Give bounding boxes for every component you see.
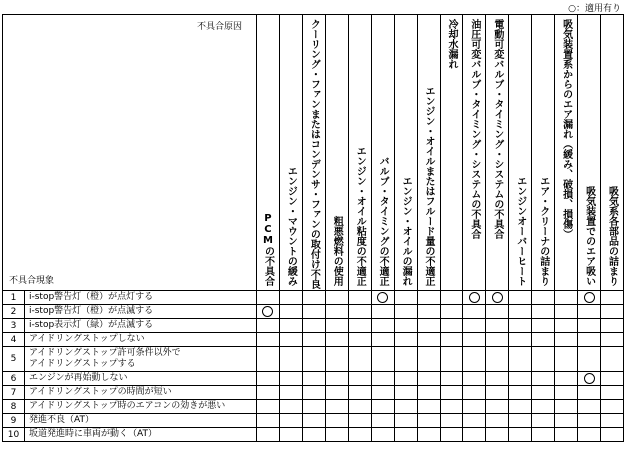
matrix-cell <box>463 372 486 386</box>
matrix-cell <box>440 319 463 333</box>
cause-column-label: 吸気装置でのエア吸い <box>583 186 595 286</box>
matrix-cell <box>417 386 440 400</box>
matrix-cell <box>257 414 280 428</box>
row-number: 1 <box>3 291 25 305</box>
cause-column-label: エア・クリーナの詰まり <box>537 176 549 286</box>
cause-column-header <box>371 15 394 291</box>
matrix-cell <box>509 428 532 442</box>
cause-label: 不具合原因 <box>196 22 242 32</box>
matrix-cell <box>555 428 578 442</box>
matrix-cell <box>257 372 280 386</box>
matrix-cell <box>463 428 486 442</box>
matrix-cell <box>279 347 302 372</box>
matrix-cell <box>325 414 348 428</box>
matrix-cell <box>302 319 325 333</box>
matrix-cell <box>279 414 302 428</box>
cause-column-header <box>555 15 578 291</box>
matrix-cell <box>394 291 417 305</box>
matrix-cell <box>257 333 280 347</box>
matrix-cell <box>325 347 348 372</box>
cause-column-label: 油圧可変バルブ・タイミング・システムの不具合 <box>468 19 480 239</box>
matrix-cell <box>509 333 532 347</box>
matrix-cell <box>348 305 371 319</box>
cause-column-label: クーリング・ファンまたはコンデンサ・ファンの取付け不良 <box>308 19 320 289</box>
matrix-cell <box>279 333 302 347</box>
matrix-cell <box>371 428 394 442</box>
matrix-cell <box>486 428 509 442</box>
matrix-cell <box>440 291 463 305</box>
matrix-cell <box>532 347 555 372</box>
matrix-cell <box>440 400 463 414</box>
legend-note: ○：適用有り <box>568 4 621 14</box>
matrix-cell <box>463 305 486 319</box>
matrix-cell <box>279 372 302 386</box>
matrix-cell <box>440 428 463 442</box>
cause-column-header <box>601 15 624 291</box>
matrix-cell <box>257 305 280 319</box>
matrix-cell <box>279 291 302 305</box>
matrix-cell <box>394 333 417 347</box>
applicable-circle-icon <box>584 373 595 384</box>
matrix-cell <box>417 319 440 333</box>
matrix-cell <box>394 428 417 442</box>
matrix-cell <box>417 400 440 414</box>
row-number: 6 <box>3 372 25 386</box>
matrix-cell <box>417 291 440 305</box>
matrix-cell <box>394 400 417 414</box>
matrix-cell <box>463 347 486 372</box>
matrix-cell <box>509 372 532 386</box>
matrix-cell <box>578 428 601 442</box>
matrix-cell <box>325 428 348 442</box>
matrix-cell <box>348 414 371 428</box>
matrix-cell <box>486 305 509 319</box>
symptom-cell: アイドリングストップ許可条件以外で アイドリングストップする <box>25 347 257 372</box>
matrix-cell <box>578 386 601 400</box>
matrix-cell <box>417 414 440 428</box>
matrix-cell <box>348 291 371 305</box>
header-corner <box>3 15 257 291</box>
matrix-cell <box>325 386 348 400</box>
matrix-cell <box>601 291 624 305</box>
matrix-cell <box>279 319 302 333</box>
matrix-cell <box>348 386 371 400</box>
matrix-cell <box>325 400 348 414</box>
matrix-cell <box>601 333 624 347</box>
diagnosis-matrix <box>2 14 624 442</box>
matrix-cell <box>601 347 624 372</box>
matrix-cell <box>394 305 417 319</box>
table-row <box>3 291 624 305</box>
matrix-cell <box>555 305 578 319</box>
matrix-cell <box>601 386 624 400</box>
row-number: 2 <box>3 305 25 319</box>
matrix-cell <box>509 400 532 414</box>
matrix-cell <box>417 428 440 442</box>
matrix-cell <box>601 372 624 386</box>
cause-column-label: 冷却水漏れ <box>445 19 457 69</box>
cause-column-label: エンジン・オイルまたはフルード量の不適正 <box>423 86 435 286</box>
matrix-cell <box>394 386 417 400</box>
symptom-cell: アイドリングストップの時間が短い <box>25 386 257 400</box>
matrix-cell <box>578 372 601 386</box>
matrix-cell <box>417 333 440 347</box>
cause-column-header <box>578 15 601 291</box>
cause-column-header <box>509 15 532 291</box>
matrix-cell <box>578 414 601 428</box>
matrix-cell <box>486 372 509 386</box>
symptom-cell: アイドリングストップしない <box>25 333 257 347</box>
cause-column-label: エンジンオーバーヒート <box>514 176 526 286</box>
matrix-cell <box>532 414 555 428</box>
matrix-cell <box>578 291 601 305</box>
table-row <box>3 400 624 414</box>
matrix-cell <box>486 319 509 333</box>
table-row <box>3 347 624 372</box>
matrix-cell <box>371 386 394 400</box>
matrix-cell <box>302 428 325 442</box>
matrix-cell <box>509 319 532 333</box>
matrix-cell <box>440 386 463 400</box>
matrix-cell <box>578 305 601 319</box>
symptom-cell: 坂道発進時に車両が動く（AT） <box>25 428 257 442</box>
matrix-cell <box>325 333 348 347</box>
matrix-cell <box>486 291 509 305</box>
cause-column-label: 吸気系各部品の詰まり <box>606 186 618 286</box>
applicable-circle-icon <box>584 292 595 303</box>
cause-column-header <box>348 15 371 291</box>
matrix-cell <box>486 333 509 347</box>
cause-column-header <box>532 15 555 291</box>
matrix-cell <box>486 400 509 414</box>
matrix-cell <box>532 305 555 319</box>
matrix-cell <box>279 386 302 400</box>
header-row <box>3 15 624 291</box>
matrix-cell <box>371 372 394 386</box>
matrix-cell <box>486 414 509 428</box>
cause-column-label: エンジン・オイル粘度の不適正 <box>354 146 366 286</box>
matrix-cell <box>257 291 280 305</box>
matrix-cell <box>371 291 394 305</box>
symptom-cell: 発進不良（AT） <box>25 414 257 428</box>
matrix-cell <box>279 305 302 319</box>
matrix-cell <box>486 347 509 372</box>
table-row <box>3 414 624 428</box>
table-row <box>3 333 624 347</box>
matrix-cell <box>302 291 325 305</box>
matrix-cell <box>279 400 302 414</box>
cause-column-header <box>417 15 440 291</box>
matrix-cell <box>532 291 555 305</box>
matrix-cell <box>509 386 532 400</box>
matrix-cell <box>394 414 417 428</box>
cause-column-label: エンジン・オイルの漏れ <box>400 176 412 286</box>
matrix-cell <box>348 372 371 386</box>
matrix-cell <box>509 305 532 319</box>
matrix-cell <box>463 333 486 347</box>
matrix-cell <box>463 400 486 414</box>
matrix-cell <box>578 333 601 347</box>
matrix-cell <box>555 319 578 333</box>
matrix-cell <box>417 372 440 386</box>
matrix-cell <box>302 347 325 372</box>
matrix-cell <box>509 347 532 372</box>
matrix-cell <box>555 386 578 400</box>
matrix-cell <box>555 372 578 386</box>
matrix-cell <box>394 372 417 386</box>
matrix-cell <box>555 414 578 428</box>
cause-column-header <box>302 15 325 291</box>
table-row <box>3 428 624 442</box>
matrix-cell <box>279 428 302 442</box>
matrix-cell <box>578 319 601 333</box>
cause-column-header <box>279 15 302 291</box>
matrix-cell <box>532 333 555 347</box>
matrix-cell <box>440 333 463 347</box>
matrix-cell <box>578 400 601 414</box>
cause-column-header <box>325 15 348 291</box>
matrix-cell <box>417 347 440 372</box>
matrix-cell <box>509 291 532 305</box>
matrix-cell <box>325 319 348 333</box>
applicable-circle-icon <box>262 306 273 317</box>
matrix-cell <box>348 400 371 414</box>
matrix-cell <box>348 319 371 333</box>
matrix-cell <box>257 400 280 414</box>
matrix-cell <box>440 414 463 428</box>
cause-column-label: 電動可変バルブ・タイミング・システムの不具合 <box>491 19 503 239</box>
matrix-cell <box>302 386 325 400</box>
matrix-cell <box>463 319 486 333</box>
matrix-cell <box>532 428 555 442</box>
cause-column-header <box>463 15 486 291</box>
cause-column-header <box>440 15 463 291</box>
row-number: 9 <box>3 414 25 428</box>
cause-column-label: PCMの不具合 <box>262 213 274 286</box>
matrix-cell <box>257 319 280 333</box>
matrix-cell <box>348 428 371 442</box>
symptom-cell: i-stop警告灯（橙）が点滅する <box>25 305 257 319</box>
row-number: 7 <box>3 386 25 400</box>
matrix-cell <box>302 333 325 347</box>
applicable-circle-icon <box>492 292 503 303</box>
matrix-cell <box>371 319 394 333</box>
matrix-cell <box>555 291 578 305</box>
cause-column-label: 粗悪燃料の使用 <box>331 216 343 286</box>
matrix-cell <box>257 428 280 442</box>
matrix-cell <box>463 291 486 305</box>
cause-column-header <box>394 15 417 291</box>
matrix-cell <box>394 347 417 372</box>
matrix-cell <box>532 400 555 414</box>
matrix-cell <box>325 291 348 305</box>
applicable-circle-icon <box>469 292 480 303</box>
matrix-cell <box>532 319 555 333</box>
cause-column-header <box>486 15 509 291</box>
matrix-cell <box>302 400 325 414</box>
matrix-cell <box>371 305 394 319</box>
applicable-circle-icon <box>377 292 388 303</box>
symptom-cell: i-stop表示灯（緑）が点滅する <box>25 319 257 333</box>
matrix-cell <box>440 305 463 319</box>
symptom-cell: アイドリングストップ時のエアコンの効きが悪い <box>25 400 257 414</box>
matrix-cell <box>348 347 371 372</box>
matrix-cell <box>440 372 463 386</box>
matrix-cell <box>348 333 371 347</box>
matrix-cell <box>302 305 325 319</box>
matrix-cell <box>463 386 486 400</box>
matrix-cell <box>257 347 280 372</box>
matrix-cell <box>371 347 394 372</box>
matrix-cell <box>532 386 555 400</box>
matrix-cell <box>325 372 348 386</box>
matrix-body <box>3 291 624 442</box>
symptom-cell: エンジンが再始動しない <box>25 372 257 386</box>
matrix-cell <box>532 372 555 386</box>
matrix-cell <box>601 305 624 319</box>
row-number: 3 <box>3 319 25 333</box>
symptom-cell: i-stop警告灯（橙）が点灯する <box>25 291 257 305</box>
matrix-cell <box>601 414 624 428</box>
row-number: 8 <box>3 400 25 414</box>
row-number: 4 <box>3 333 25 347</box>
matrix-cell <box>601 319 624 333</box>
matrix-cell <box>417 305 440 319</box>
matrix-cell <box>601 400 624 414</box>
matrix-cell <box>257 386 280 400</box>
matrix-cell <box>578 347 601 372</box>
matrix-cell <box>440 347 463 372</box>
symptom-label: 不具合現象 <box>9 276 55 286</box>
row-number: 10 <box>3 428 25 442</box>
matrix-cell <box>371 414 394 428</box>
matrix-cell <box>302 372 325 386</box>
row-number: 5 <box>3 347 25 372</box>
matrix-cell <box>486 386 509 400</box>
cause-column-label: エンジン・マウントの緩み <box>285 166 297 286</box>
matrix-cell <box>325 305 348 319</box>
matrix-cell <box>302 414 325 428</box>
matrix-cell <box>555 333 578 347</box>
matrix-cell <box>394 319 417 333</box>
table-row <box>3 372 624 386</box>
matrix-cell <box>463 414 486 428</box>
table-row <box>3 319 624 333</box>
cause-column-header <box>257 15 280 291</box>
table-row <box>3 305 624 319</box>
table-row <box>3 386 624 400</box>
cause-column-label: 吸気装置系からのエア漏れ（緩み、破損、損傷） <box>560 19 572 239</box>
matrix-cell <box>555 400 578 414</box>
matrix-cell <box>371 400 394 414</box>
matrix-cell <box>555 347 578 372</box>
matrix-cell <box>371 333 394 347</box>
matrix-cell <box>509 414 532 428</box>
cause-column-label: バルブ・タイミングの不適正 <box>377 156 389 286</box>
matrix-cell <box>601 428 624 442</box>
